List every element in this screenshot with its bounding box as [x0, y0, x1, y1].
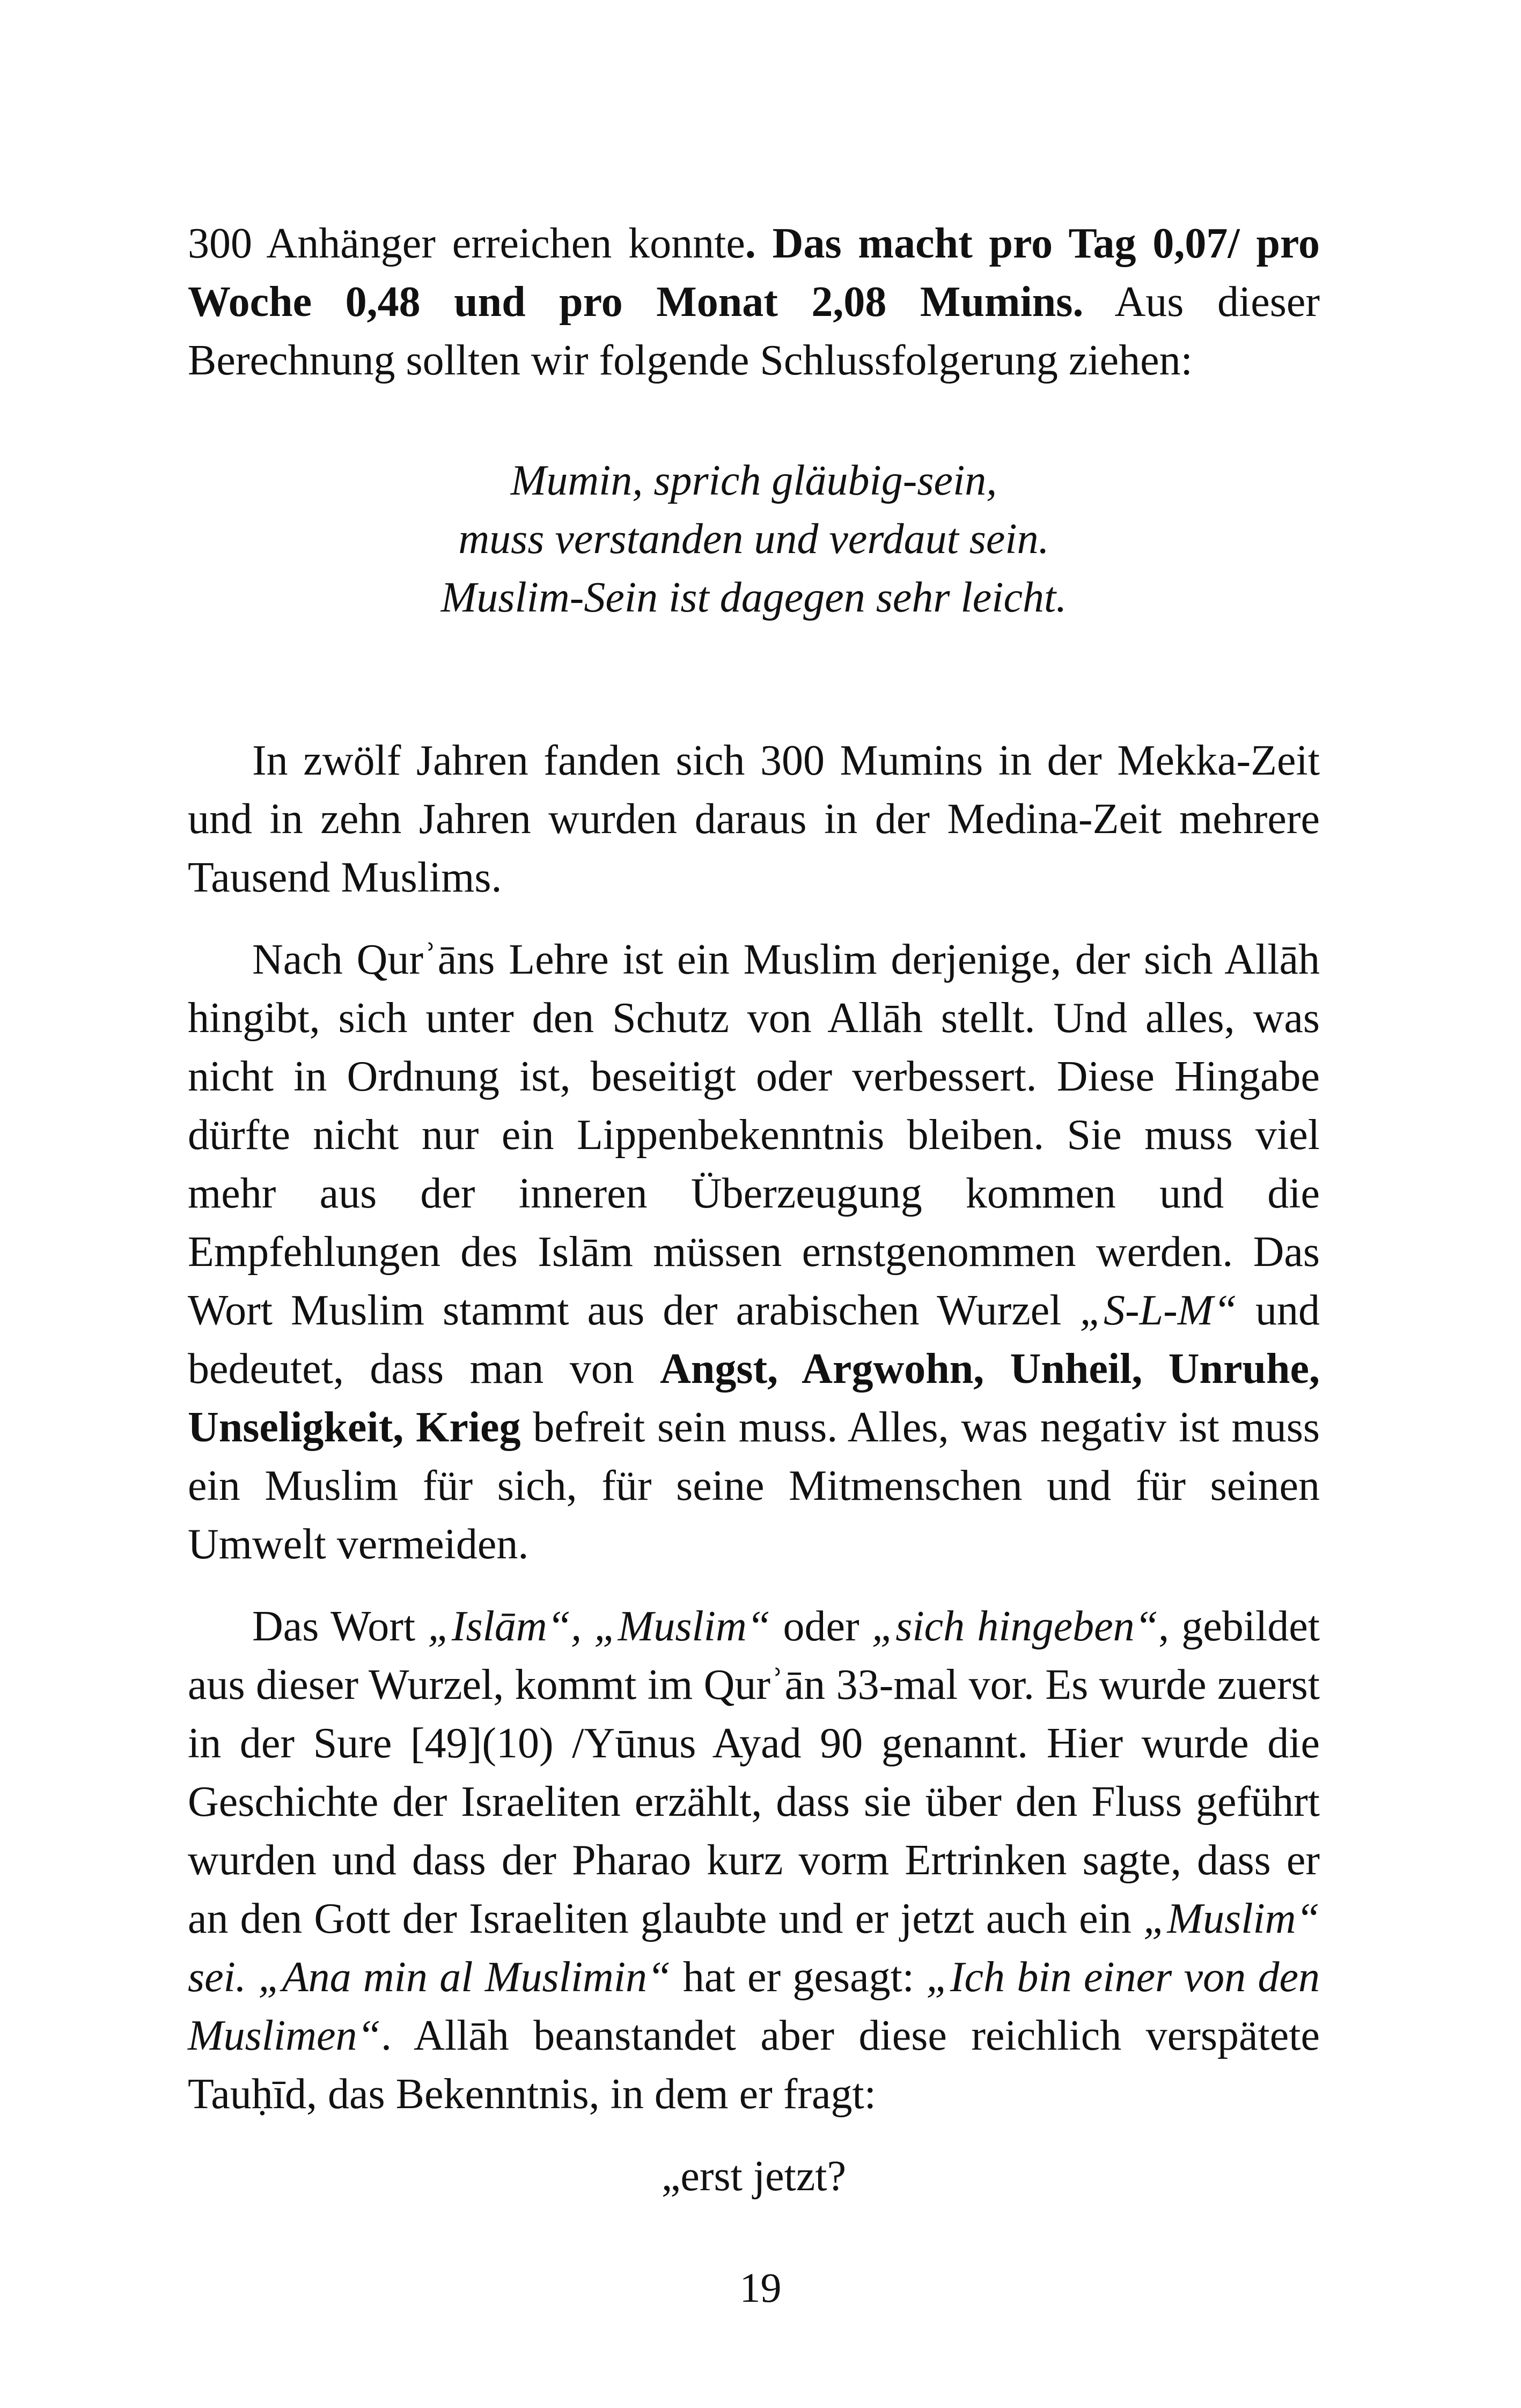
- paragraph-1-bold: . Das macht pro Tag 0,07/ pro Woche 0,48 und pro Monat 2,08 Mumins.: [188, 220, 1320, 326]
- paragraph-4-text-end: . Allāh beanstandet aber diese reichlich verspätete Tauḥīd, das Bekenntnis, in dem er fragt:: [188, 2012, 1320, 2118]
- paragraph-3-root-word: „S-L-M“: [1079, 1287, 1237, 1334]
- paragraph-4-text-4: hat er gesagt:: [671, 1954, 927, 2001]
- paragraph-4-text-3: , gebildet aus dieser Wurzel, kommt im Qurʾān 33-mal vor. Es wurde zuerst in der Sure [49](10) /Yūnus Ayad 90 genannt. Hier wurde die Geschichte der Israeliten erzählt, dass sie über den Fluss geführt wurden und dass der Pharao kurz vorm Ertrinken sagte, dass er an den Gott der Israeliten glaubte und er jetzt auch ein: [188, 1603, 1320, 1942]
- paragraph-1: [188, 215, 1320, 390]
- page-number: 19: [739, 2264, 782, 2311]
- body-text: [188, 215, 1320, 2206]
- paragraph-4: [188, 1597, 1320, 2124]
- paragraph-4-text-2: oder: [770, 1603, 872, 1650]
- paragraph-3-bold-list: Angst, Argwohn, Unheil, Unruhe, Unseligkeit, Krieg: [188, 1345, 1320, 1451]
- paragraph-4-italic-2: „sich hingeben“: [871, 1603, 1159, 1650]
- paragraph-4-text: Das Wort: [252, 1603, 428, 1650]
- paragraph-3-text: Nach Qurʾāns Lehre ist ein Muslim derjenige, der sich Allāh hingibt, sich unter den Schutz von Allāh stellt. Und alles, was nicht in Ordnung ist, beseitigt oder verbessert. Diese Hingabe dürfte nicht nur ein Lippenbekenntnis bleiben. Sie muss viel mehr aus der inneren Überzeugung kommen und die Empfehlungen des Islām müssen ernstgenommen werden. Das Wort Muslim stammt aus der arabischen Wurzel: [188, 936, 1320, 1334]
- poem-line-2: muss verstanden und verdaut sein.: [458, 516, 1049, 563]
- closing-line: „erst jetzt?: [661, 2153, 847, 2200]
- poem-verse: [188, 452, 1320, 627]
- paragraph-1-text: 300 Anhänger erreichen konnte: [188, 220, 745, 267]
- paragraph-4-italic-1: „Islām“, „Muslim“: [428, 1603, 771, 1650]
- poem-line-3: Muslim-Sein ist dagegen sehr leicht.: [440, 574, 1067, 621]
- paragraph-3-text-end: befreit sein muss. Alles, was negativ ist muss ein Muslim für sich, für seine Mitmenschen und für seinen Umwelt vermeiden.: [188, 1404, 1320, 1568]
- poem-line-1: Mumin, sprich gläubig-sein,: [510, 457, 997, 504]
- paragraph-4-italic-4: „Ich bin einer von den Muslimen“: [188, 1954, 1320, 2059]
- paragraph-3-text-2: und bedeutet, dass man von: [188, 1287, 1320, 1393]
- paragraph-2: In zwölf Jahren fanden sich 300 Mumins in der Mekka-Zeit und in zehn Jahren wurden daraus in der Medina-Zeit mehrere Tausend Muslims.: [188, 737, 1320, 901]
- paragraph-4-italic-3: „Muslim“ sei. „Ana min al Muslimin“: [188, 1895, 1320, 2001]
- paragraph-1-text-end: Aus dieser Berechnung sollten wir folgende Schlussfolgerung ziehen:: [188, 278, 1320, 384]
- paragraph-3: [188, 931, 1320, 1574]
